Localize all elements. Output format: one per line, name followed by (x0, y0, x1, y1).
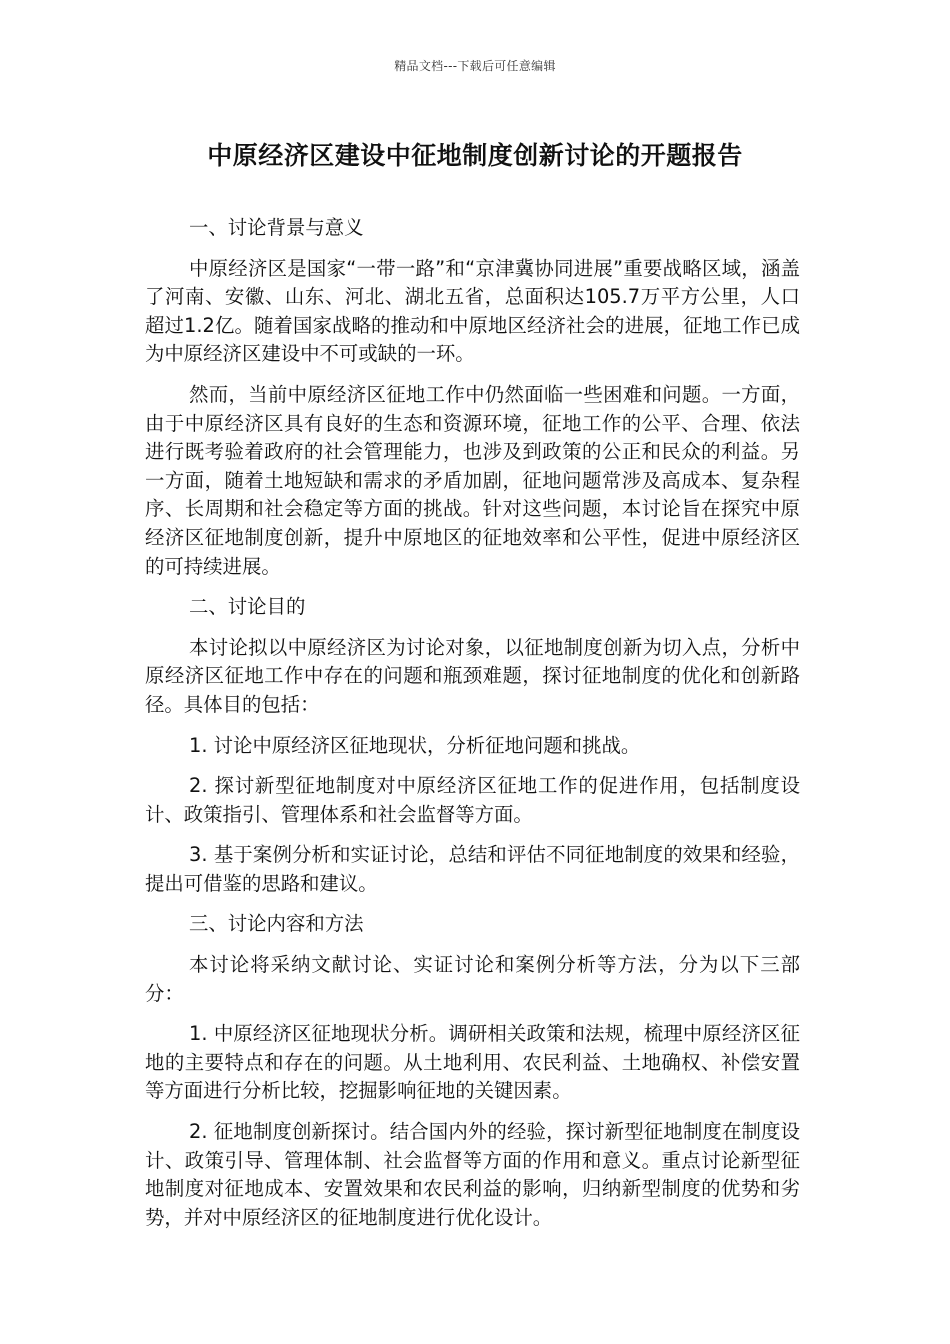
section-heading-background: 一、讨论背景与意义 (189, 216, 364, 239)
paragraph-background-intro: 中原经济区是国家“一带一路”和“京津冀协同进展”重要战略区域，涵盖了河南、安徽、山东、河北、湖北五省，总面积达105.7万平方公里，人口超过1.2亿。随着国家战略的推动和中原地区经济社会的进展，征地工作已成为中原经济区建设中不可或缺的一环。 (145, 256, 800, 366)
paragraph-purpose-intro: 本讨论拟以中原经济区为讨论对象，以征地制度创新为切入点，分析中原经济区征地工作中存在的问题和瓶颈难题，探讨征地制度的优化和创新路径。具体目的包括： (145, 635, 800, 716)
list-item-purpose-3: 3. 基于案例分析和实证讨论，总结和评估不同征地制度的效果和经验，提出可借鉴的思路和建议。 (145, 843, 800, 895)
document-body (145, 214, 800, 1244)
list-item-method-2: 2. 征地制度创新探讨。结合国内外的经验，探讨新型征地制度在制度设计、政策引导、管理体制、社会监督等方面的作用和意义。重点讨论新型征地制度对征地成本、安置效果和农民利益的影响，归纳新型制度的优势和劣势，并对中原经济区的征地制度进行优化设计。 (145, 1120, 800, 1229)
page-header: 精品文档---下载后可任意编辑 (394, 59, 556, 73)
paragraph-methods-intro: 本讨论将采纳文献讨论、实证讨论和案例分析等方法，分为以下三部分： (145, 953, 800, 1005)
list-item-method-1: 1. 中原经济区征地现状分析。调研相关政策和法规，梳理中原经济区征地的主要特点和存在的问题。从土地利用、农民利益、土地确权、补偿安置等方面进行分析比较，挖掘影响征地的关键因素。 (145, 1022, 800, 1103)
list-item-purpose-1: 1. 讨论中原经济区征地现状，分析征地问题和挑战。 (189, 733, 641, 757)
paragraph-background-problems: 然而，当前中原经济区征地工作中仍然面临一些困难和问题。一方面，由于中原经济区具有良好的生态和资源环境，征地工作的公平、合理、依法进行既考验着政府的社会管理能力，也涉及到政策的公正和民众的利益。另一方面，随着土地短缺和需求的矛盾加剧，征地问题常涉及高成本、复杂程序、长周期和社会稳定等方面的挑战。针对这些问题，本讨论旨在探究中原经济区征地制度创新，提升中原地区的征地效率和公平性，促进中原经济区的可持续进展。 (145, 382, 800, 578)
section-heading-purpose: 二、讨论目的 (189, 595, 306, 619)
section-heading-methods: 三、讨论内容和方法 (189, 912, 364, 936)
document-title: 中原经济区建设中征地制度创新讨论的开题报告 (207, 141, 743, 170)
list-item-purpose-2: 2. 探讨新型征地制度对中原经济区征地工作的促进作用，包括制度设计、政策指引、管理体系和社会监督等方面。 (145, 774, 800, 826)
